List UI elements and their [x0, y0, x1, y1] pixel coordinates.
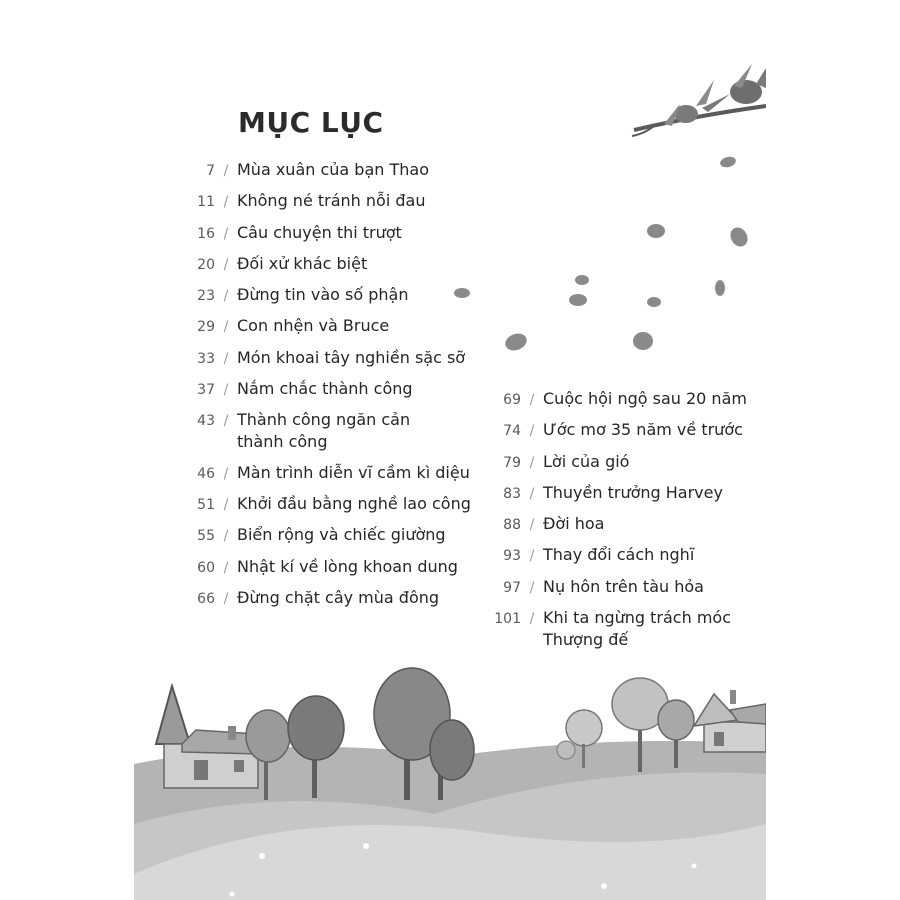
toc-separator: /	[529, 579, 535, 596]
toc-entry	[174, 253, 494, 276]
toc-page-number: 97	[503, 579, 521, 596]
toc-entry	[480, 388, 766, 411]
toc-entry	[480, 482, 766, 505]
toc-entry	[174, 315, 494, 338]
branch-decoration	[632, 64, 766, 136]
toc-separator: /	[529, 454, 535, 471]
page-title: MỤC LỤC	[238, 106, 384, 139]
toc-column-right	[480, 388, 766, 659]
toc-separator: /	[223, 413, 229, 430]
toc-entry	[174, 190, 494, 213]
toc-page-number: 69	[503, 392, 521, 408]
toc-separator: /	[223, 350, 229, 367]
right-house	[694, 690, 766, 752]
toc-separator: /	[223, 194, 229, 211]
toc-chapter-title: Nhật kí về lòng khoan dung	[237, 556, 458, 576]
toc-page-number: 55	[197, 528, 215, 545]
toc-separator: /	[223, 319, 229, 336]
toc-separator: /	[223, 528, 229, 545]
toc-entry	[174, 409, 494, 453]
toc-chapter-title: Con nhện và Bruce	[237, 316, 390, 336]
toc-chapter-title: Đừng chặt cây mùa đông	[237, 587, 440, 607]
toc-chapter-title: Lời của gió	[543, 451, 630, 471]
toc-separator: /	[223, 559, 229, 576]
toc-entry	[174, 493, 494, 516]
toc-separator: /	[223, 225, 229, 242]
toc-entry	[480, 607, 766, 651]
toc-page-number: 11	[197, 194, 215, 211]
toc-separator: /	[223, 465, 229, 482]
toc-entry	[174, 347, 494, 370]
toc-separator: /	[223, 256, 229, 273]
toc-entry	[174, 462, 494, 485]
toc-separator: /	[223, 590, 229, 607]
toc-entry	[480, 419, 766, 442]
toc-entry	[480, 451, 766, 474]
toc-chapter-title: Nụ hôn trên tàu hỏa	[543, 576, 704, 596]
toc-chapter-title: Thuyền trưởng Harvey	[543, 482, 723, 502]
toc-chapter-title: Khởi đầu bằng nghề lao công	[237, 493, 471, 513]
toc-page-number: 79	[503, 454, 521, 471]
toc-chapter-title: Không né tránh nỗi đau	[237, 191, 426, 211]
toc-chapter-title: Nắm chắc thành công	[237, 379, 413, 399]
toc-page-number: 101	[494, 611, 521, 628]
toc-page-number: 29	[197, 319, 215, 336]
toc-page-number: 33	[197, 350, 215, 367]
toc-chapter-title: Cuộc hội ngộ sau 20 năm	[543, 389, 747, 408]
left-house	[156, 686, 258, 788]
toc-entry	[174, 159, 494, 182]
toc-page-number: 23	[197, 288, 215, 305]
toc-chapter-title: Ước mơ 35 năm về trước	[543, 420, 743, 440]
toc-chapter-title: Đừng tin vào số phận	[237, 285, 409, 305]
toc-page-number: 16	[197, 225, 215, 242]
toc-separator: /	[223, 163, 229, 179]
toc-entry	[174, 587, 494, 610]
toc-page-number: 43	[197, 413, 215, 430]
toc-chapter-title: Thành công ngăn cản thành công	[237, 410, 411, 452]
toc-separator: /	[529, 423, 535, 440]
toc-page-number: 93	[503, 548, 521, 565]
toc-separator: /	[529, 611, 535, 628]
toc-separator: /	[529, 548, 535, 565]
toc-entry	[480, 576, 766, 599]
toc-page-number: 60	[197, 559, 215, 576]
toc-entry	[174, 524, 494, 547]
toc-page-number: 88	[503, 517, 521, 534]
toc-entry	[174, 222, 494, 245]
toc-chapter-title: Món khoai tây nghiền sặc sỡ	[237, 347, 466, 367]
toc-chapter-title: Thay đổi cách nghĩ	[543, 545, 695, 565]
toc-separator: /	[529, 485, 535, 502]
toc-page-number: 20	[197, 256, 215, 273]
toc-chapter-title: Khi ta ngừng trách móc Thượng đế	[543, 608, 731, 650]
toc-entry	[480, 513, 766, 536]
toc-page-number: 7	[206, 163, 215, 179]
toc-page-number: 66	[197, 590, 215, 607]
toc-page-number: 74	[503, 423, 521, 440]
toc-entry	[174, 378, 494, 401]
book-page	[134, 44, 766, 900]
toc-page-number: 83	[503, 485, 521, 502]
toc-chapter-title: Câu chuyện thi trượt	[237, 222, 402, 242]
toc-entry	[174, 284, 494, 307]
toc-page-number: 46	[197, 465, 215, 482]
toc-separator: /	[223, 288, 229, 305]
toc-separator: /	[223, 496, 229, 513]
falling-leaves	[454, 155, 751, 353]
toc-entry	[480, 544, 766, 567]
toc-page-number: 37	[197, 382, 215, 399]
toc-chapter-title: Mùa xuân của bạn Thao	[237, 160, 429, 179]
toc-separator: /	[223, 382, 229, 399]
toc-entry	[174, 556, 494, 579]
toc-chapter-title: Biển rộng và chiếc giường	[237, 525, 446, 545]
toc-separator: /	[529, 392, 535, 408]
toc-page-number: 51	[197, 496, 215, 513]
toc-separator: /	[529, 517, 535, 534]
toc-chapter-title: Đời hoa	[543, 514, 605, 534]
toc-column-left	[174, 159, 494, 618]
toc-chapter-title: Đối xử khác biệt	[237, 253, 368, 273]
toc-chapter-title: Màn trình diễn vĩ cầm kì diệu	[237, 462, 470, 482]
